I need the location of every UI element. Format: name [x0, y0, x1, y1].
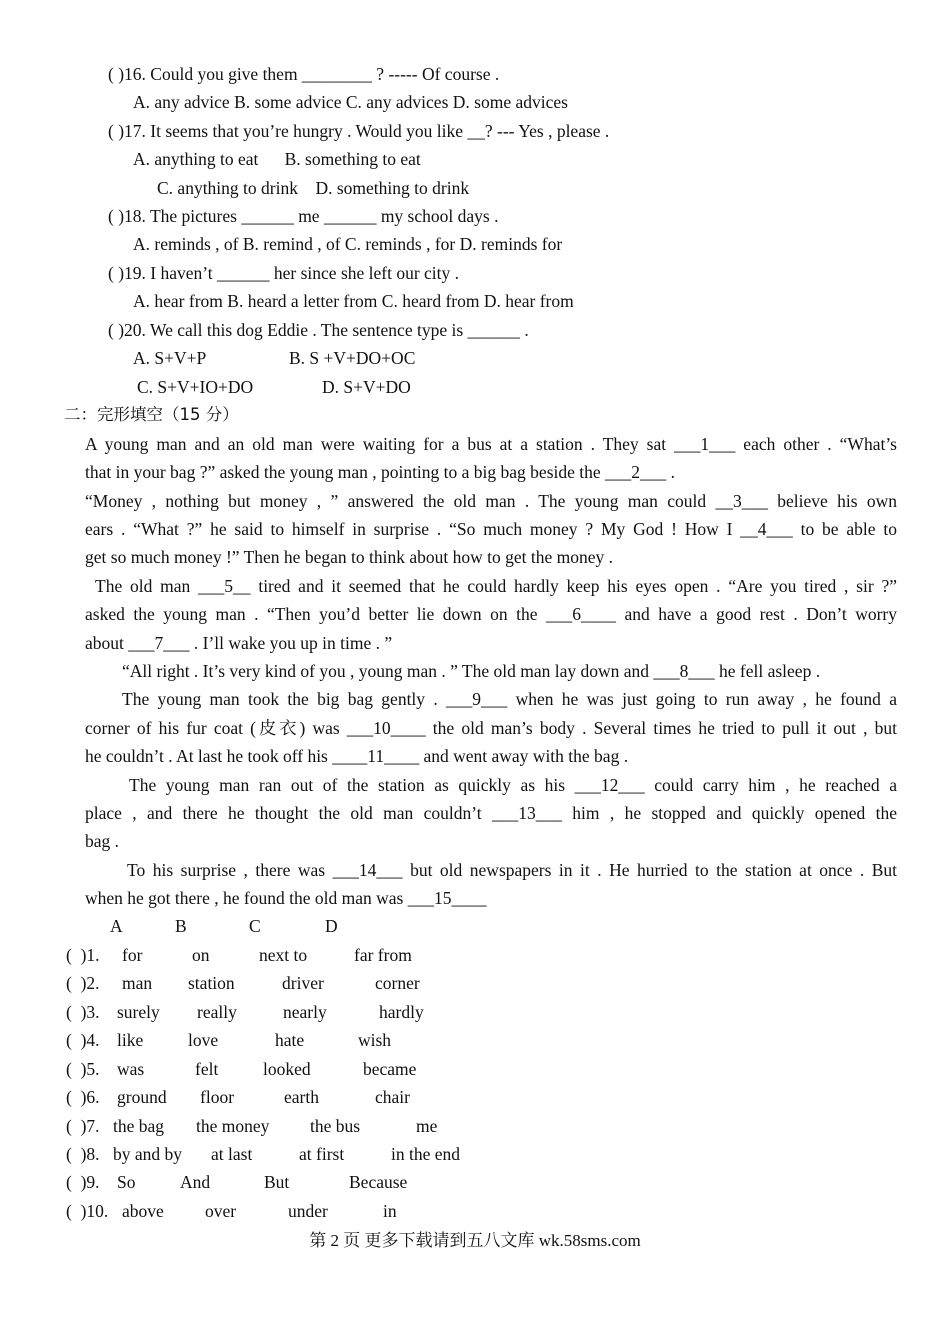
question-16-options: A. any advice B. some advice C. any advices D. some advices [133, 92, 568, 112]
choice-option-a: was [117, 1059, 145, 1079]
choice-option-b: floor [200, 1087, 235, 1107]
choice-option-b: at last [211, 1144, 253, 1164]
choice-option-b: love [188, 1030, 219, 1050]
choice-number: ( )5. [66, 1059, 100, 1079]
question-16-stem: ( )16. Could you give them ________ ? ----- Of course . [108, 64, 500, 84]
choice-number: ( )10. [66, 1201, 109, 1221]
choice-option-d: far from [354, 945, 412, 965]
choice-option-c: earth [284, 1087, 319, 1107]
choice-option-c: at first [299, 1144, 345, 1164]
choice-number: ( )4. [66, 1030, 100, 1050]
choice-option-d: in [383, 1201, 397, 1221]
choice-option-d: in the end [391, 1144, 461, 1164]
section-2-heading: 二：完形填空（15 分） [64, 405, 239, 424]
choice-number: ( )8. [66, 1144, 100, 1164]
choice-option-b: felt [195, 1059, 219, 1079]
choice-option-a: man [122, 973, 153, 993]
question-20-option-a: A. S+V+P [133, 348, 207, 368]
passage-line: that in your bag ?” asked the young man , pointing to a big bag beside the ___2___ . [85, 462, 676, 482]
passage-line: To his surprise , there was ___14___ but old newspapers in it . He hurried to the station at once . But [127, 860, 897, 880]
choice-number: ( )1. [66, 945, 100, 965]
choice-option-a: for [122, 945, 143, 965]
choice-option-a: ground [117, 1087, 167, 1107]
choice-option-b: really [197, 1002, 237, 1022]
choice-option-b: on [192, 945, 210, 965]
question-17-options-line-1: A. anything to eat B. something to eat [133, 149, 421, 169]
question-20-option-c: C. S+V+IO+DO [137, 377, 254, 397]
choice-header-d: D [325, 916, 338, 936]
choice-option-d: became [363, 1059, 417, 1079]
choice-option-b: over [205, 1201, 237, 1221]
choice-option-a: surely [117, 1002, 160, 1022]
choice-option-a: above [122, 1201, 164, 1221]
choice-number: ( )6. [66, 1087, 100, 1107]
question-20-option-d: D. S+V+DO [322, 377, 411, 397]
passage-line: asked the young man . “Then you’d better lie down on the ___6____ and have a good rest . Don’t worry [85, 604, 897, 624]
passage-line: The old man ___5__ tired and it seemed that he could hardly keep his eyes open . “Are you tired , sir ?” [95, 576, 897, 596]
choice-number: ( )3. [66, 1002, 100, 1022]
question-19-stem: ( )19. I haven’t ______ her since she left our city . [108, 263, 460, 283]
question-18-stem: ( )18. The pictures ______ me ______ my school days . [108, 206, 499, 226]
choice-option-c: under [288, 1201, 328, 1221]
choice-option-d: me [416, 1116, 438, 1136]
choice-header-c: C [249, 916, 261, 936]
choice-option-d: corner [375, 973, 420, 993]
passage-line: The young man ran out of the station as quickly as his ___12___ could carry him , he reached a [129, 775, 897, 795]
choice-option-a: by and by [113, 1144, 183, 1164]
question-18-options: A. reminds , of B. remind , of C. reminds , for D. reminds for [133, 234, 563, 254]
page-footer: 第 2 页 更多下载请到五八文库 wk.58sms.com [309, 1231, 641, 1250]
passage-line: “Money , nothing but money , ” answered the old man . The young man could __3___ believe his own [85, 491, 897, 511]
passage-line: place , and there he thought the old man couldn’t ___13___ him , he stopped and quickly opened the [85, 803, 897, 823]
choice-option-d: Because [349, 1172, 408, 1192]
question-17-options-line-2: C. anything to drink D. something to drink [157, 178, 470, 198]
passage-line: bag . [85, 831, 120, 851]
choice-option-d: hardly [379, 1002, 424, 1022]
choice-number: ( )2. [66, 973, 100, 993]
choice-number: ( )9. [66, 1172, 100, 1192]
question-17-stem: ( )17. It seems that you’re hungry . Would you like __? --- Yes , please . [108, 121, 610, 141]
choice-number: ( )7. [66, 1116, 100, 1136]
passage-line: A young man and an old man were waiting for a bus at a station . They sat ___1___ each other . “What’s [85, 434, 897, 454]
choice-option-c: nearly [283, 1002, 327, 1022]
passage-line: ears . “What ?” he said to himself in surprise . “So much money ? My God ! How I __4___ to be able to [85, 519, 897, 539]
choice-option-c: looked [263, 1059, 311, 1079]
choice-option-c: next to [259, 945, 308, 965]
choice-option-c: driver [282, 973, 324, 993]
choice-option-c: But [264, 1172, 290, 1192]
choice-option-b: station [188, 973, 235, 993]
choice-option-b: And [180, 1172, 211, 1192]
passage-line: when he got there , he found the old man was ___15____ [85, 888, 487, 908]
choice-option-a: the bag [113, 1116, 165, 1136]
choice-option-a: So [117, 1172, 136, 1192]
choice-option-d: wish [358, 1030, 392, 1050]
passage-line: he couldn’t . At last he took off his ____11____ and went away with the bag . [85, 746, 629, 766]
question-19-options: A. hear from B. heard a letter from C. heard from D. hear from [133, 291, 574, 311]
choice-header-b: B [175, 916, 187, 936]
passage-line: corner of his fur coat (皮衣) was ___10____ the old man’s body . Several times he tried to pull it out , but [85, 718, 897, 738]
choice-option-b: the money [196, 1116, 270, 1136]
choice-option-d: chair [375, 1087, 410, 1107]
passage-line: get so much money !” Then he began to think about how to get the money . [85, 547, 613, 567]
choice-option-a: like [117, 1030, 144, 1050]
choice-option-c: hate [275, 1030, 305, 1050]
passage-line: The young man took the big bag gently . ___9___ when he was just going to run away , he found a [122, 689, 897, 709]
choice-header-a: A [110, 916, 123, 936]
question-20-stem: ( )20. We call this dog Eddie . The sentence type is ______ . [108, 320, 529, 340]
passage-line: “All right . It’s very kind of you , young man . ” The old man lay down and ___8___ he fell asleep . [122, 661, 821, 681]
passage-line: about ___7___ . I’ll wake you up in time . ” [85, 633, 393, 653]
question-20-option-b: B. S +V+DO+OC [289, 348, 416, 368]
choice-option-c: the bus [310, 1116, 361, 1136]
